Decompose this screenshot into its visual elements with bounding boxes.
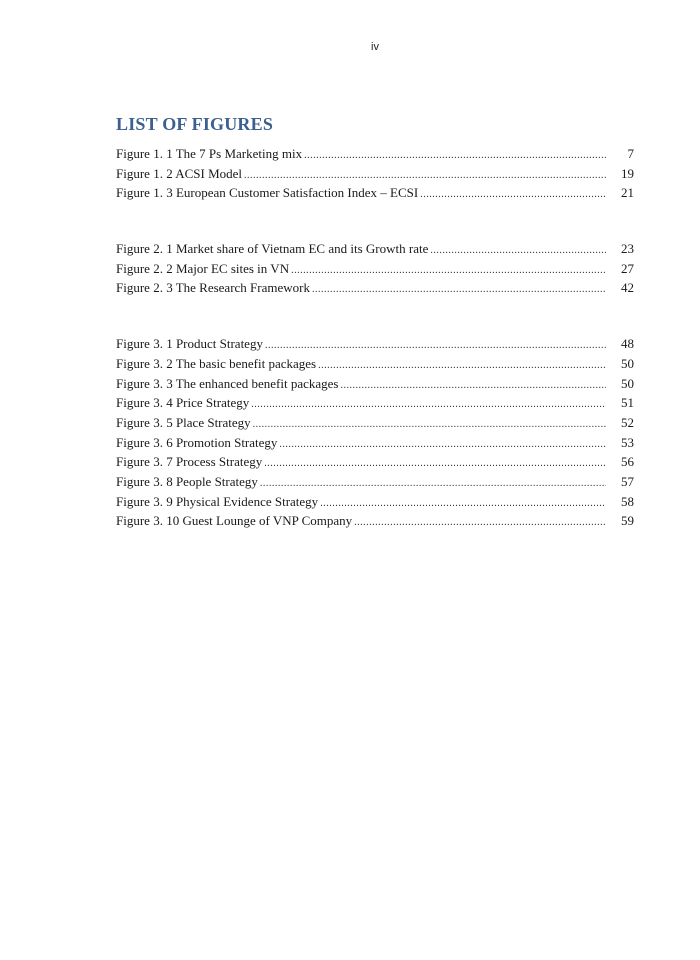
figure-group [116, 144, 634, 203]
figure-entry-label: Figure 3. 6 Promotion Strategy [116, 434, 278, 450]
figure-entry[interactable] [116, 354, 634, 374]
dot-leader [264, 454, 606, 474]
figure-entry-page-number: 48 [621, 336, 634, 352]
figure-entry[interactable] [116, 393, 634, 413]
dot-leader [320, 494, 606, 514]
dot-leader [354, 513, 606, 533]
figure-entry-page-number: 19 [621, 165, 634, 181]
page-number: iv [371, 41, 379, 53]
dot-leader [312, 280, 606, 300]
figure-entry-page-number: 51 [621, 395, 634, 411]
figure-entry-label: Figure 3. 8 People Strategy [116, 473, 258, 489]
dot-leader [420, 185, 606, 205]
figure-entry-page-number: 27 [621, 260, 634, 276]
figure-entry-label: Figure 2. 2 Major EC sites in VN [116, 260, 290, 276]
figure-group [116, 334, 634, 531]
dot-leader [291, 261, 606, 281]
figure-entry-page-number: 50 [621, 355, 634, 371]
figure-group [116, 239, 634, 298]
dot-leader [430, 241, 606, 261]
figure-entry[interactable] [116, 413, 634, 433]
figure-entry-page-number: 58 [621, 493, 634, 509]
figure-entry-label: Figure 3. 5 Place Strategy [116, 414, 251, 430]
figure-entry-page-number: 57 [621, 473, 634, 489]
dot-leader [304, 146, 606, 166]
figure-entry-page-number: 52 [621, 414, 634, 430]
figure-entry-page-number: 56 [621, 454, 634, 470]
figure-entry-label: Figure 1. 1 The 7 Ps Marketing mix [116, 146, 303, 161]
figure-entry[interactable] [116, 334, 634, 354]
figure-entry-label: Figure 3. 2 The basic benefit packages [116, 355, 317, 371]
figure-entry-label: Figure 3. 1 Product Strategy [116, 336, 263, 352]
figure-entry-page-number: 50 [621, 375, 634, 391]
figure-entry-page-number: 7 [627, 146, 634, 161]
figure-entry[interactable] [116, 433, 634, 453]
figure-entry-label: Figure 3. 4 Price Strategy [116, 395, 250, 411]
figure-entry[interactable] [116, 511, 634, 531]
figure-entry[interactable] [116, 259, 634, 279]
figure-list [116, 144, 634, 531]
figure-entry-label: Figure 3. 9 Physical Evidence Strategy [116, 493, 319, 509]
figure-entry-label: Figure 1. 2 ACSI Model [116, 165, 243, 181]
figure-entry[interactable] [116, 492, 634, 512]
figure-entry-label: Figure 1. 3 European Customer Satisfaction Index – ECSI [116, 185, 419, 201]
figure-entry[interactable] [116, 374, 634, 394]
figure-entry[interactable] [116, 472, 634, 492]
figure-entry-label: Figure 3. 10 Guest Lounge of VNP Company [116, 513, 353, 529]
list-of-figures-heading: LIST OF FIGURES [116, 114, 274, 134]
figure-entry-label: Figure 2. 1 Market share of Vietnam EC and its Growth rate [116, 241, 429, 257]
figure-entry[interactable] [116, 452, 634, 472]
dot-leader [318, 356, 606, 376]
figure-entry-page-number: 53 [621, 434, 634, 450]
figure-entry-page-number: 21 [621, 185, 634, 201]
dot-leader [340, 376, 606, 396]
dot-leader [253, 415, 606, 435]
figure-entry-label: Figure 3. 3 The enhanced benefit packages [116, 375, 339, 391]
figure-entry-page-number: 42 [621, 280, 634, 296]
figure-entry-page-number: 23 [621, 241, 634, 257]
figure-entry-label: Figure 2. 3 The Research Framework [116, 280, 310, 296]
figure-entry[interactable] [116, 239, 634, 259]
figure-entry[interactable] [116, 144, 634, 164]
dot-leader [279, 435, 606, 455]
figure-entry[interactable] [116, 164, 634, 184]
figure-entry[interactable] [116, 278, 634, 298]
figure-entry-label: Figure 3. 7 Process Strategy [116, 454, 263, 470]
figure-entry-page-number: 59 [621, 513, 634, 529]
figure-entry[interactable] [116, 183, 634, 203]
dot-leader [251, 395, 606, 415]
